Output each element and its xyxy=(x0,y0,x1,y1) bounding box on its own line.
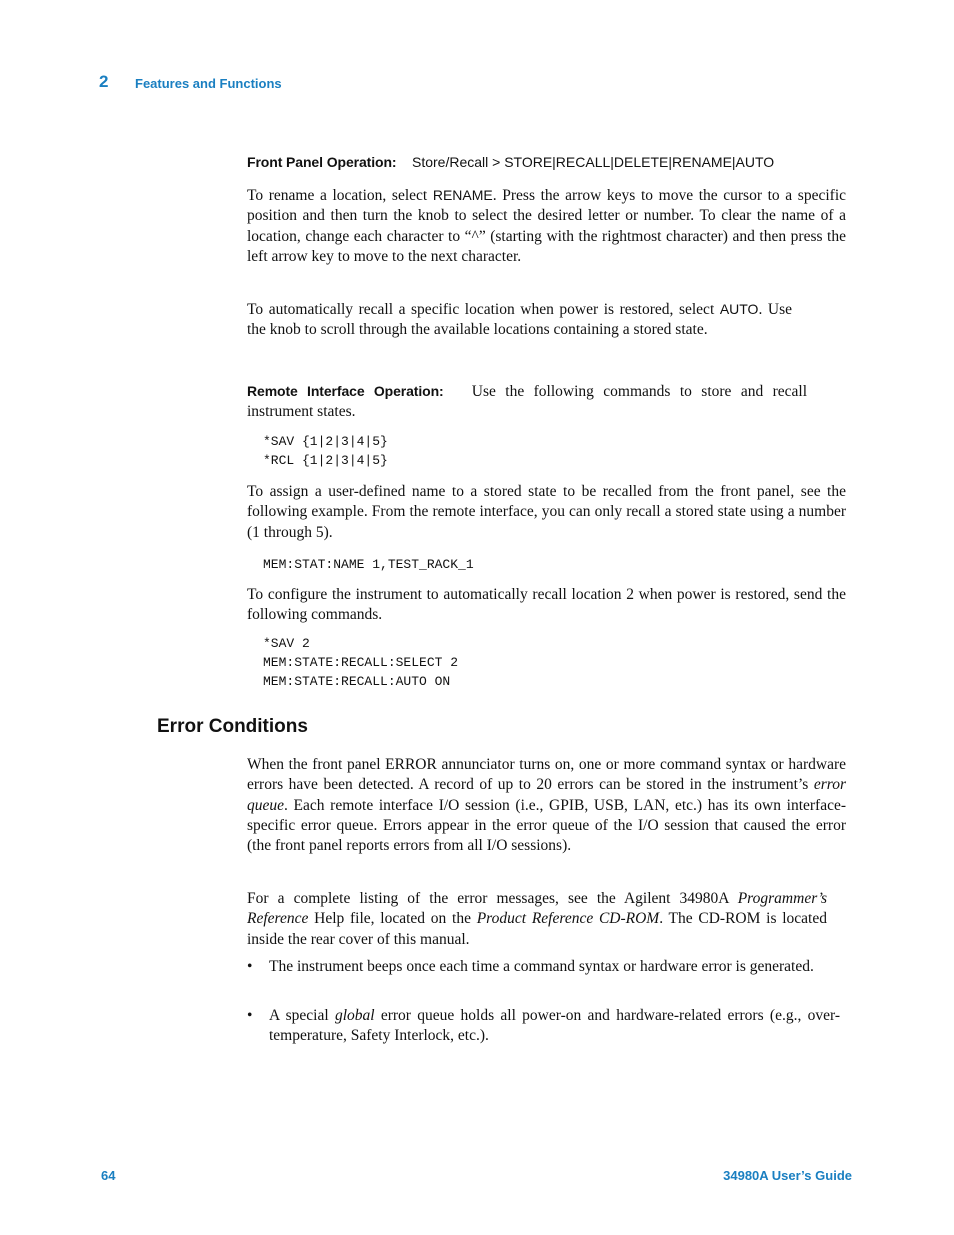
bullet-marker: • xyxy=(247,958,253,975)
remote-interface-operation xyxy=(247,381,807,423)
chapter-title: Features and Functions xyxy=(135,76,282,91)
auto-recall-paragraph xyxy=(247,299,792,341)
code-line: *SAV {1|2|3|4|5} xyxy=(263,434,388,449)
listing-text-1: For a complete listing of the error messages, see the Agilent 34980A xyxy=(247,890,738,907)
section-heading: Error Conditions xyxy=(157,716,308,737)
rename-paragraph xyxy=(247,185,846,267)
code-block-auto-recall xyxy=(263,634,458,691)
product-reference-cd-title: Product Reference CD-ROM xyxy=(476,910,660,928)
configure-paragraph: To configure the instrument to automatically recall location 2 when power is restored, send the following commands. xyxy=(247,586,846,624)
page-number: 64 xyxy=(101,1168,116,1183)
error-listing-paragraph xyxy=(247,889,827,950)
guide-title: 34980A User’s Guide xyxy=(723,1168,852,1183)
auto-keyword: AUTO xyxy=(719,301,759,317)
bullet-text: A special global error queue holds all power-on and hardware-related errors (e.g., over-temperature, Safety Interlock, etc.). xyxy=(269,1007,840,1045)
error-queue-term: error queue xyxy=(247,776,846,814)
error-text-1: When the front panel ERROR annunciator turns on, one or more command syntax or hardware errors have been detected. A record of up to 20 errors can be stored in the instrument’s xyxy=(247,756,846,794)
remote-interface-text: Use the following commands to store and recall instrument states. xyxy=(247,383,808,421)
code-line: MEM:STATE:RECALL:AUTO ON xyxy=(263,674,451,689)
global-term: global xyxy=(334,1007,375,1024)
front-panel-label: Front Panel Operation: xyxy=(247,154,397,170)
bullet-text: The instrument beeps once each time a command syntax or hardware error is generated. xyxy=(269,958,814,975)
code-line: MEM:STATE:RECALL:SELECT 2 xyxy=(263,655,459,670)
assign-name-paragraph: To assign a user-defined name to a stored state to be recalled from the front panel, see the following example. From the remote interface, you can only recall a stored state using a number (1 through 5). xyxy=(247,483,846,541)
list-item xyxy=(247,957,840,977)
remote-interface-label: Remote Interface Operation: xyxy=(247,383,444,399)
listing-text-3: . The CD-ROM is located inside the rear cover of this manual. xyxy=(247,910,827,948)
programmers-reference-title: Programmer’s Reference xyxy=(247,890,827,928)
front-panel-menu-path: Store/Recall > STORE|RECALL|DELETE|RENAME|AUTO xyxy=(411,154,775,170)
front-panel-operation xyxy=(247,152,846,173)
code-block-store-recall xyxy=(263,432,388,470)
rename-text-1: To rename a location, select xyxy=(247,187,433,204)
error-paragraph xyxy=(247,755,846,856)
chapter-number: 2 xyxy=(99,72,109,91)
rename-text-2: . Press the arrow keys to move the cursor to a specific position and then turn the knob to select the desired letter or number. To clear the name of a location, change each character to “^” (starting with the rightmost character) and then press the left arrow key to move to the next character. xyxy=(247,187,847,265)
listing-text-2: Help file, located on the xyxy=(308,910,477,928)
rename-keyword: RENAME xyxy=(432,187,493,203)
bullet-marker: • xyxy=(247,1007,253,1024)
list-item xyxy=(247,1006,840,1047)
code-line: *RCL {1|2|3|4|5} xyxy=(263,453,388,468)
code-line: *SAV 2 xyxy=(263,636,310,651)
error-text-2: . Each remote interface I/O session (i.e., GPIB, USB, LAN, etc.) has its own interface-specific error queue. Errors appear in the error queue of the I/O session that caused the error (the front panel reports errors from all I/O sessions). xyxy=(247,796,846,855)
code-line: MEM:STAT:NAME 1,TEST_RACK_1 xyxy=(263,557,474,572)
auto-text-2: . Use the knob to scroll through the available locations containing a stored state. xyxy=(247,301,792,339)
auto-text-1: To automatically recall a specific location when power is restored, select xyxy=(247,301,720,318)
code-block-name xyxy=(263,555,474,574)
